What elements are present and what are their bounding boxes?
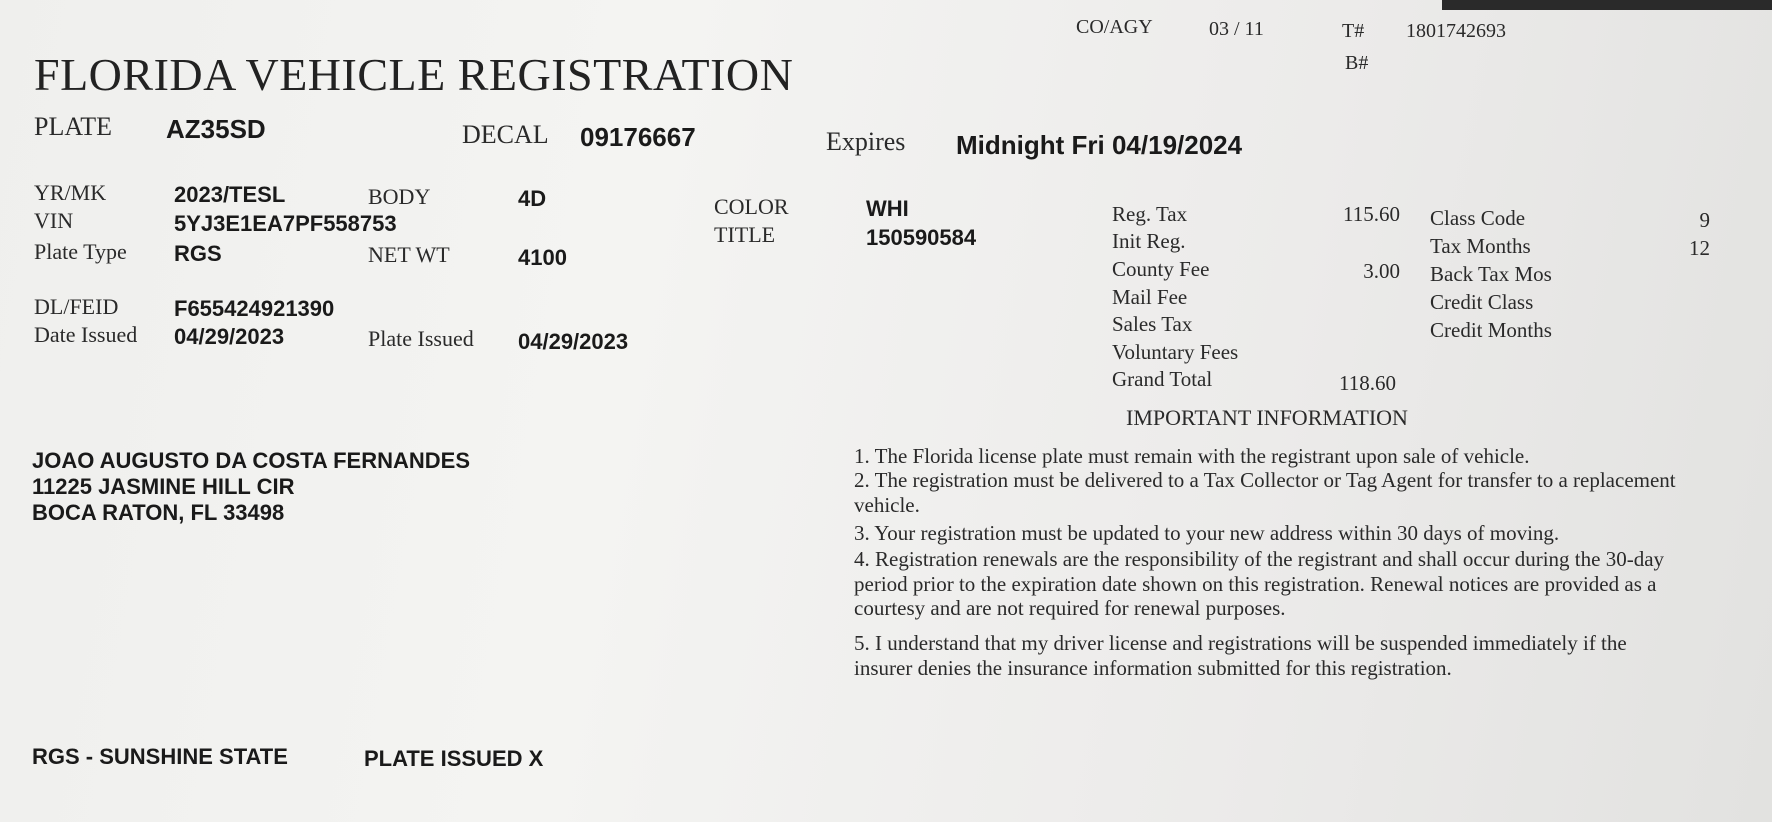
- dl-feid-label: DL/FEID: [34, 294, 119, 319]
- important-item-3: 3. Your registration must be updated to your new address within 30 days of moving.: [854, 521, 1560, 545]
- footer-plate-issued: PLATE ISSUED X: [364, 746, 544, 771]
- important-item-4: 4. Registration renewals are the responsibility of the registrant and shall occur during the 30-day period prior to the expiration date shown on this registration. Renewal notices are provided as a courtesy and are not required for renewal purposes.: [854, 547, 1665, 620]
- net-wt-label: NET WT: [368, 242, 450, 267]
- fee-label-mail-fee: Mail Fee: [1112, 285, 1188, 309]
- tax-months-label: Tax Months: [1430, 234, 1531, 258]
- credit-months-label: Credit Months: [1430, 318, 1552, 342]
- fee-label-init-reg: Init Reg.: [1112, 229, 1186, 253]
- plate-value: AZ35SD: [166, 114, 266, 144]
- important-item-1: 1. The Florida license plate must remain with the registrant upon sale of vehicle.: [854, 444, 1530, 468]
- expires-value: Midnight Fri 04/19/2024: [956, 130, 1243, 160]
- plate-label: PLATE: [34, 112, 112, 141]
- plate-issued-label: Plate Issued: [368, 326, 474, 351]
- class-code-value: 9: [1699, 208, 1710, 232]
- color-value: WHI: [866, 196, 909, 221]
- color-label: COLOR: [714, 194, 789, 219]
- back-tax-mos-label: Back Tax Mos: [1430, 262, 1552, 286]
- decal-value: 09176667: [580, 122, 696, 152]
- body-value: 4D: [518, 186, 547, 211]
- plate-type-label: Plate Type: [34, 239, 127, 264]
- document-title: FLORIDA VEHICLE REGISTRATION: [34, 49, 794, 100]
- yrmk-label: YR/MK: [34, 180, 107, 205]
- fee-value-reg-tax: 115.60: [1343, 202, 1400, 226]
- body-label: BODY: [368, 184, 431, 209]
- footer-plate-type: RGS - SUNSHINE STATE: [32, 744, 288, 769]
- yrmk-value: 2023/TESL: [174, 182, 286, 207]
- important-info-heading: IMPORTANT INFORMATION: [1126, 405, 1408, 430]
- vin-value: 5YJ3E1EA7PF558753: [174, 211, 397, 236]
- date-issued-value: 04/29/2023: [174, 324, 285, 349]
- fee-value-county-fee: 3.00: [1363, 259, 1400, 283]
- important-item-5: 5. I understand that my driver license and registrations will be suspended immediately if the insurer denies the insurance information submitted for this registration.: [854, 631, 1627, 680]
- date-issued-label: Date Issued: [34, 322, 138, 347]
- background-edge: [1442, 0, 1772, 10]
- t-number-value: 1801742693: [1406, 20, 1506, 42]
- net-wt-value: 4100: [518, 245, 567, 270]
- fee-label-reg-tax: Reg. Tax: [1112, 202, 1188, 226]
- b-number-label: B#: [1345, 52, 1369, 74]
- fee-value-grand-total: 118.60: [1339, 371, 1396, 395]
- tax-months-value: 12: [1689, 236, 1710, 260]
- decal-label: DECAL: [462, 120, 549, 149]
- co-agy-label: CO/AGY: [1076, 16, 1153, 38]
- co-agy-value: 03 / 11: [1209, 18, 1264, 40]
- owner-city-state-zip: BOCA RATON, FL 33498: [32, 500, 285, 525]
- owner-name: JOAO AUGUSTO DA COSTA FERNANDES: [32, 448, 470, 473]
- plate-type-value: RGS: [174, 241, 222, 266]
- dl-feid-value: F655424921390: [174, 296, 335, 321]
- fee-label-voluntary-fees: Voluntary Fees: [1112, 340, 1239, 364]
- title-value: 150590584: [866, 225, 977, 250]
- important-item-2: 2. The registration must be delivered to a Tax Collector or Tag Agent for transfer to a replacement vehicle.: [854, 468, 1676, 517]
- plate-issued-value: 04/29/2023: [518, 329, 629, 354]
- fee-label-county-fee: County Fee: [1112, 257, 1210, 281]
- owner-street: 11225 JASMINE HILL CIR: [32, 474, 295, 499]
- vin-label: VIN: [34, 208, 74, 233]
- fee-label-sales-tax: Sales Tax: [1112, 312, 1193, 336]
- title-label: TITLE: [714, 222, 776, 247]
- credit-class-label: Credit Class: [1430, 290, 1534, 314]
- class-code-label: Class Code: [1430, 206, 1526, 230]
- expires-label: Expires: [826, 127, 906, 156]
- fee-label-grand-total: Grand Total: [1112, 367, 1213, 391]
- t-number-label: T#: [1342, 20, 1365, 42]
